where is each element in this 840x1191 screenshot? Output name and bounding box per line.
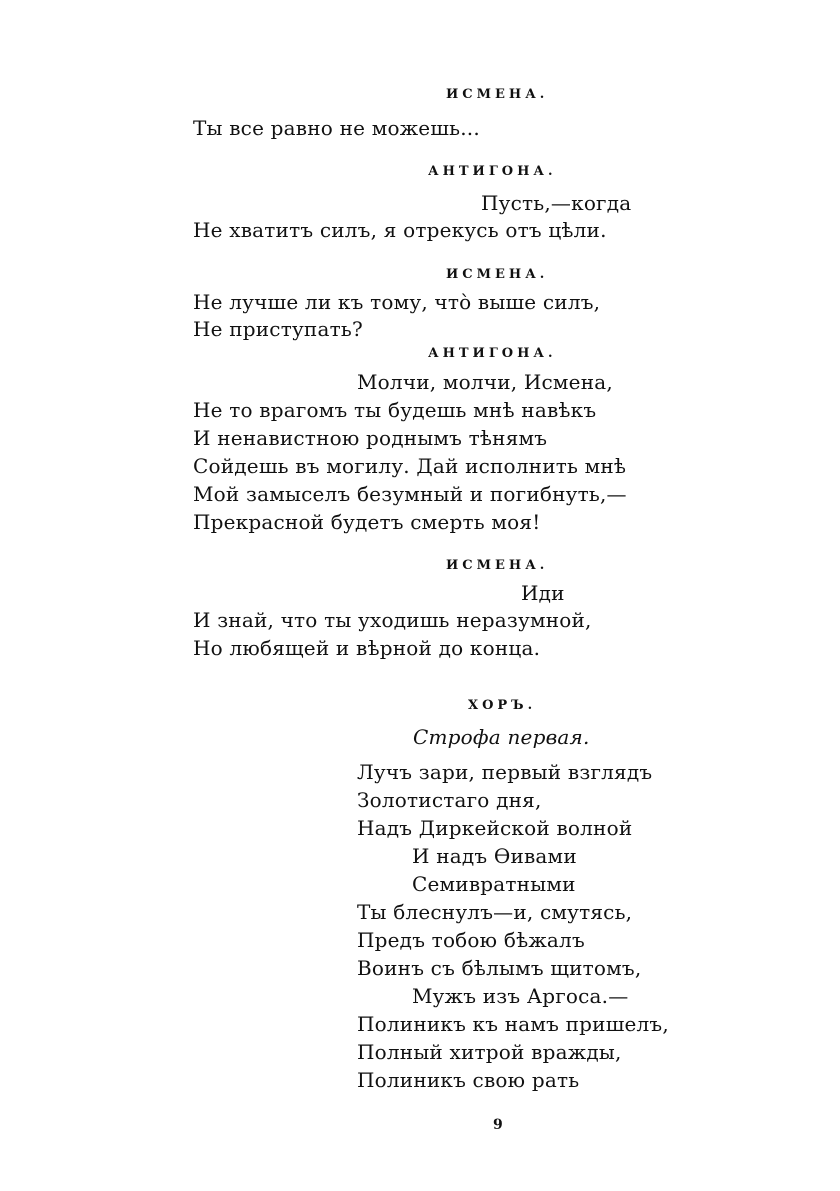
- page-number: 9: [493, 1117, 503, 1133]
- chorus-line: И надъ Ѳивами: [412, 844, 577, 868]
- chorus-line: Семивратными: [412, 872, 576, 896]
- verse-line: Мой замыселъ безумный и погибнуть,—: [193, 482, 627, 506]
- chorus-line: Полный хитрой вражды,: [357, 1040, 622, 1064]
- chorus-line: Воинъ съ бѣлымъ щитомъ,: [357, 956, 642, 980]
- verse-line: Но любящей и вѣрной до конца.: [193, 636, 541, 660]
- verse-line: И ненавистною роднымъ тѣнямъ: [193, 426, 548, 450]
- verse-line: Прекрасной будетъ смерть моя!: [193, 510, 541, 534]
- speaker-ismene: ИСМЕНА.: [446, 87, 549, 102]
- chorus-line: Ты блеснулъ—и, смутясь,: [357, 900, 633, 924]
- chorus-line: Полиникъ свою рать: [357, 1068, 580, 1092]
- strophe-title: Строфа первая.: [413, 725, 590, 749]
- chorus-line: Предъ тобою бѣжалъ: [357, 928, 585, 952]
- chorus-line: Мужъ изъ Аргоса.—: [412, 984, 629, 1008]
- speaker-ismene: ИСМЕНА.: [446, 267, 549, 282]
- chorus-line: Надъ Диркейской волной: [357, 816, 633, 840]
- verse-line: Иди: [521, 581, 565, 605]
- chorus-line: Золотистаго дня,: [357, 788, 542, 812]
- speaker-antigone: АНТИГОНА.: [428, 346, 557, 361]
- verse-line: Не хватитъ силъ, я отрекусь отъ цѣли.: [193, 218, 607, 242]
- verse-line: Не лучше ли къ тому, что̀ выше силъ,: [193, 290, 601, 314]
- verse-line: Молчи, молчи, Исмена,: [357, 370, 613, 394]
- verse-line: Ты все равно не можешь...: [193, 116, 480, 140]
- chorus-line: Лучъ зари, первый взглядъ: [357, 760, 653, 784]
- speaker-chorus: ХОРЪ.: [468, 698, 537, 713]
- speaker-ismene: ИСМЕНА.: [446, 558, 549, 573]
- verse-line: Не то врагомъ ты будешь мнѣ навѣкъ: [193, 398, 597, 422]
- verse-line: Не приступать?: [193, 317, 363, 341]
- speaker-antigone: АНТИГОНА.: [428, 164, 557, 179]
- verse-line: И знай, что ты уходишь неразумной,: [193, 608, 592, 632]
- verse-line: Пусть,—когда: [481, 191, 632, 215]
- verse-line: Сойдешь въ могилу. Дай исполнить мнѣ: [193, 454, 627, 478]
- chorus-line: Полиникъ къ намъ пришелъ,: [357, 1012, 669, 1036]
